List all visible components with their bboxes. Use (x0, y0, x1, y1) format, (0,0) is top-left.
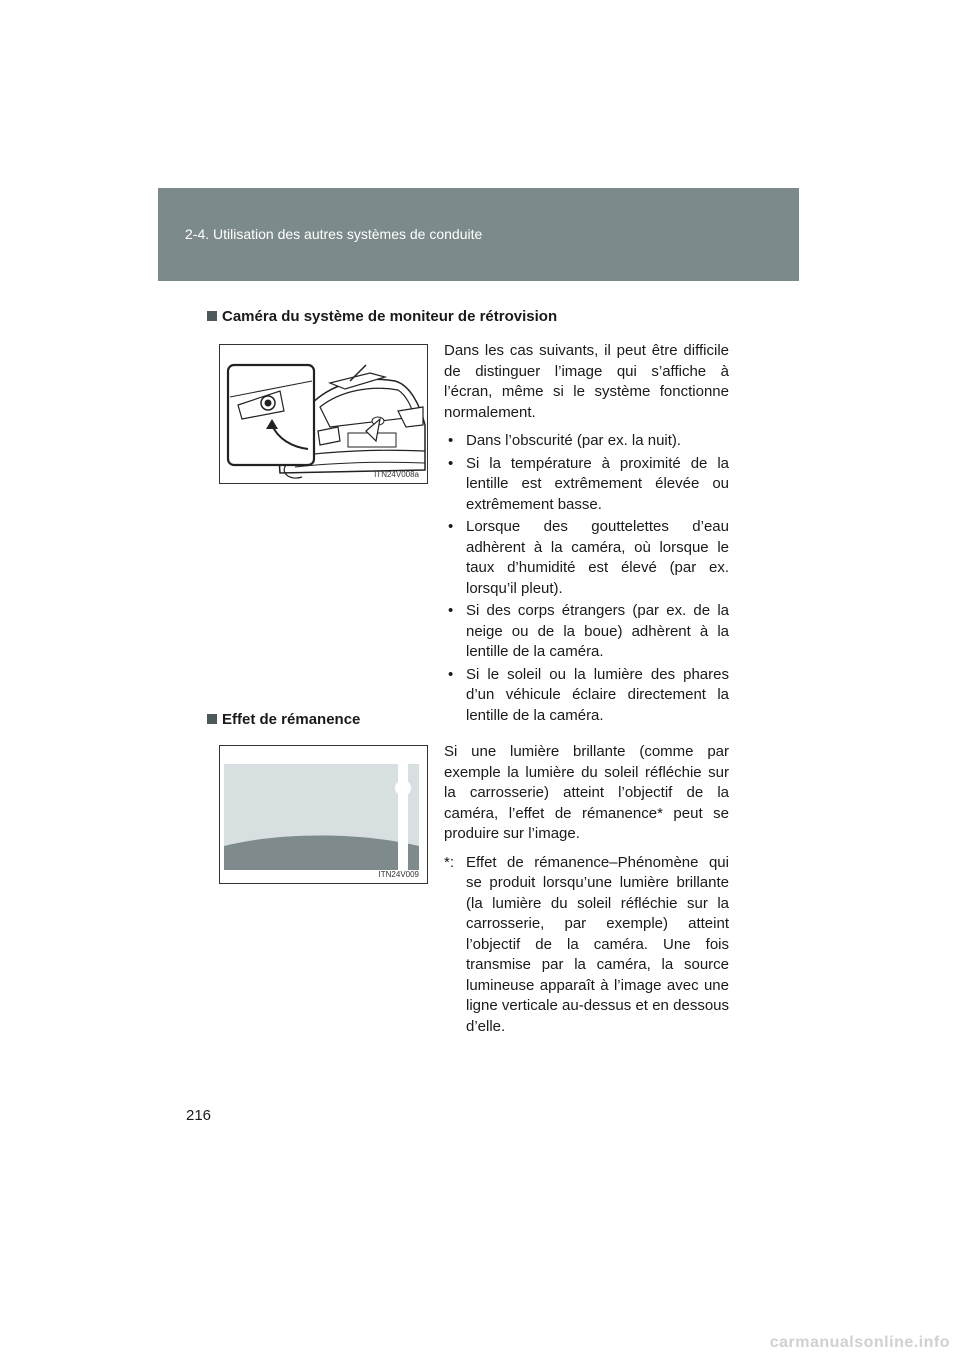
watermark: carmanualsonline.info (769, 1334, 950, 1351)
chapter-header-band (158, 188, 799, 281)
chapter-title: 2-4. Utilisation des autres systèmes de conduite (185, 226, 483, 242)
list-item: • Dans l’obscurité (par ex. la nuit). (448, 432, 682, 449)
section-heading-remanence-text: Effet de rémanence (222, 711, 361, 728)
figure-rear-camera (219, 344, 428, 484)
square-bullet-icon (207, 714, 217, 724)
figure-remanence (219, 745, 428, 884)
section-heading-remanence (207, 711, 360, 728)
list-item: • Si la température à proximité de la lentille est extrêmement élevée ou extrêmement basse. (448, 454, 729, 513)
list-item: • Lorsque des gouttelettes d’eau adhèrent à la caméra, où lorsque le taux d’humidité est élevé (par ex. lorsqu’il pleut). (448, 518, 729, 597)
page-number: 216 (186, 1107, 212, 1124)
section-heading-camera-text: Caméra du système de moniteur de rétrovision (222, 308, 558, 325)
camera-bullet-list (444, 431, 729, 726)
footnote-text: Effet de rémanence–Phénomène qui se produit lorsqu’une lumière brillante (la lumière du soleil réfléchie sur la carrosserie, par exemple) atteint l’objectif de la caméra. Une fois transmise par la caméra, la source lumineuse apparaît à l’image avec une ligne verticale au-dessus et en dessous d’elle. (466, 853, 729, 1035)
rear-camera-illustration (220, 345, 427, 483)
remanence-intro: Si une lumière brillante (comme par exemple la lumière du soleil réfléchie sur la carrosserie) atteint l’objectif de la caméra, l’effet de rémanence* peut se produire sur l’image. (444, 743, 729, 842)
section-heading-camera (207, 308, 557, 325)
remanence-illustration (220, 746, 427, 883)
footnote-mark: *: (444, 853, 455, 871)
camera-text-column (444, 341, 729, 728)
list-item: • Si le soleil ou la lumière des phares d’un véhicule éclaire directement la lentille de la caméra. (448, 665, 729, 724)
camera-intro: Dans les cas suivants, il peut être difficile de distinguer l’image qui s’affiche à l’écran, même si le système fonctionne normalement. (444, 342, 729, 421)
remanence-footnote (444, 853, 729, 1038)
list-item: • Si des corps étrangers (par ex. de la neige ou de la boue) adhèrent à la lentille de la caméra. (448, 602, 729, 660)
remanence-text-column (444, 742, 729, 1037)
square-bullet-icon (207, 311, 217, 321)
figure-label: ITN24V008a (374, 470, 419, 479)
figure-label: ITN24V009 (378, 870, 419, 879)
